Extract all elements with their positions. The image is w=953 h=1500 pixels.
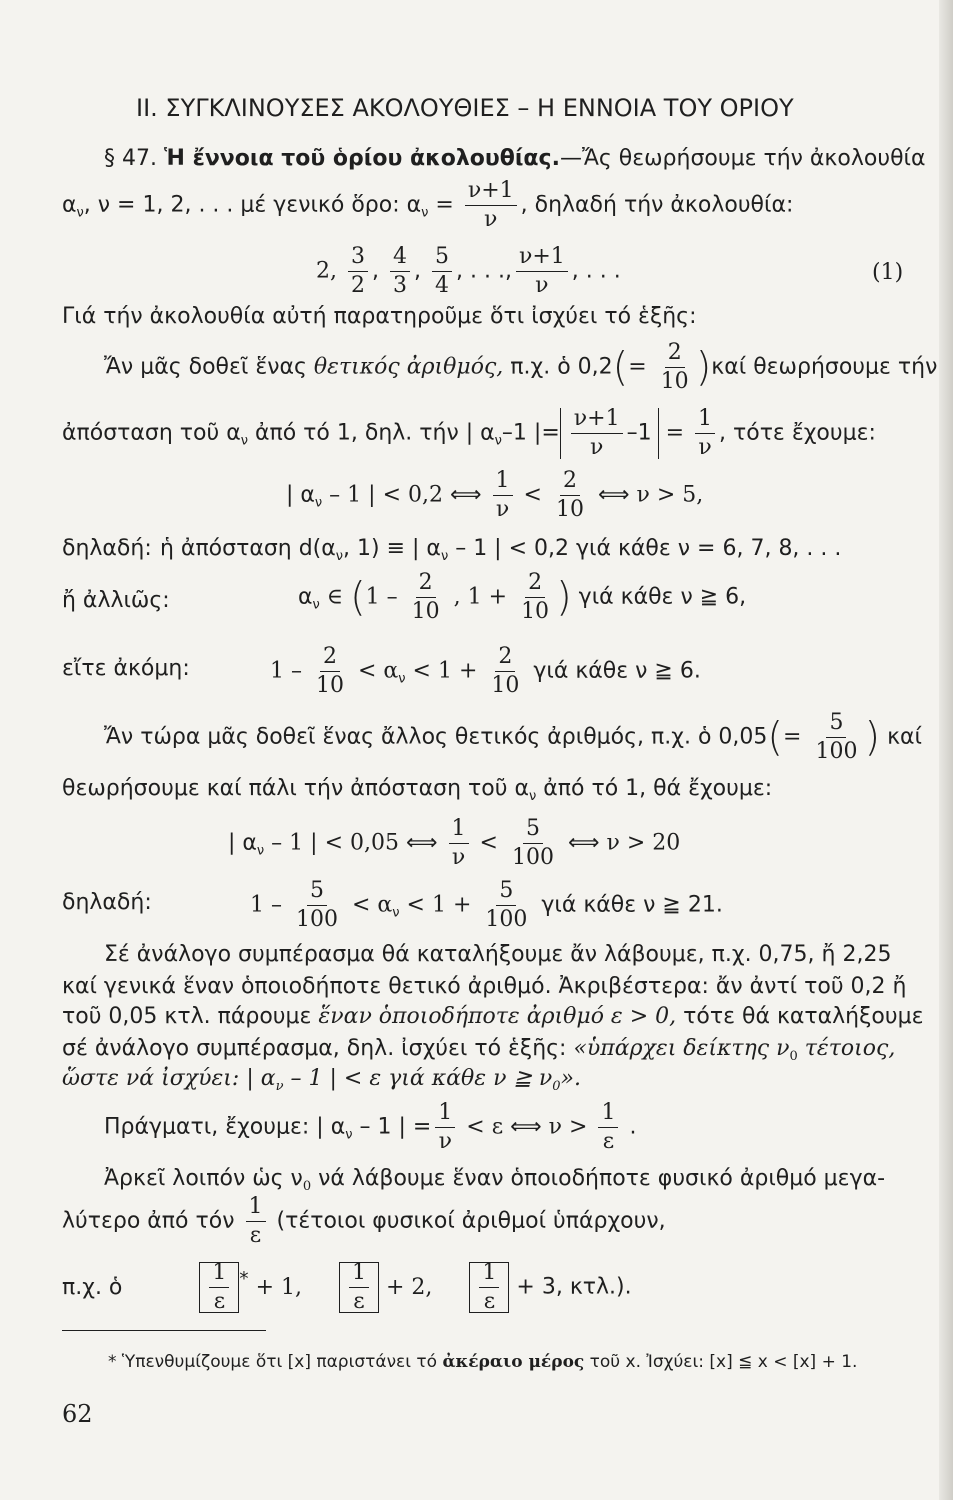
paragraph-7: [104, 1102, 636, 1153]
sequence-definition: [62, 180, 793, 231]
p6d-a: σέ ἀνάλογο συμπέρασμα, δηλ. ἰσχύει τό ἑξῆς:: [62, 1036, 574, 1061]
fraction-denominator: 10: [315, 673, 344, 698]
eq2-c: ν > 5,: [629, 482, 704, 508]
equation-3: [228, 818, 680, 869]
p6d-italic-2: τέτοιος,: [797, 1036, 896, 1061]
p2-fraction: [658, 342, 692, 393]
p7-b: – 1 | =: [352, 1114, 432, 1140]
eite-fraction-1: [313, 646, 347, 697]
alt-one-minus: 1 –: [365, 584, 405, 610]
p2-paren-close: ): [695, 344, 712, 391]
section-intro: —Ἄς θεωρήσουμε τήν ἀκολουθία: [559, 146, 926, 171]
iff-arrow-icon-4: ⟺: [567, 830, 600, 856]
alt-fraction-2: [518, 572, 552, 623]
fraction-numerator: 2: [525, 572, 545, 598]
section-heading-line: [104, 148, 925, 170]
paragraph-8: [104, 1168, 885, 1193]
seq-def-text: , ν = 1, 2, . . . μέ γενικό ὅρο: α: [83, 192, 422, 218]
fraction-numerator: 1: [349, 1262, 369, 1288]
fraction-numerator: 1: [246, 1196, 266, 1222]
fraction-numerator: ν+1: [465, 180, 517, 206]
eq1-tail: , . . .: [571, 258, 621, 284]
p2-text-c: καί θεωρήσουμε τήν: [711, 354, 938, 380]
p7-a: Πράγματι, ἔχουμε: | α: [104, 1114, 346, 1140]
p5-b: ἀπό τό 1, θά ἔχουμε:: [536, 776, 773, 801]
p7-d: ν >: [541, 1114, 595, 1140]
fraction-denominator: 100: [815, 739, 858, 764]
equation-2: [286, 470, 703, 521]
equation-1: 2, $\frac{3}{2}$ , $\frac{4}{3}$ , $\frac{5}{4}$ , . . ., $\frac{\nu+1}{\nu}$ , . . .: [316, 244, 621, 298]
p6e-end: ».: [560, 1066, 581, 1091]
p7-fraction-2: [598, 1102, 618, 1153]
seq-def-right: , δηλαδή τήν ἀκολουθία:: [520, 192, 794, 218]
p6c-b: τότε θά καταλήξουμε: [676, 1004, 924, 1029]
fraction-numerator: 2: [320, 646, 340, 672]
iff-arrow-icon-2: ⟺: [597, 482, 630, 508]
fraction-denominator: ν: [535, 273, 549, 298]
line-eite-label: εἴτε ἀκόμη:: [62, 656, 190, 681]
fraction-numerator: 2: [665, 342, 685, 368]
iff-arrow-icon: ⟺: [449, 482, 482, 508]
fraction-denominator: 10: [411, 599, 440, 624]
equation-label-1: (1): [872, 260, 904, 285]
fraction-numerator: 4: [390, 246, 410, 272]
fraction-numerator: 5: [432, 246, 452, 272]
fraction-numerator: 2: [416, 572, 436, 598]
alt-c: γιά κάθε ν ≧ 6,: [578, 584, 747, 610]
iff-arrow-icon-3: ⟺: [405, 830, 438, 856]
fraction-denominator: 10: [521, 599, 550, 624]
paragraph-6-line-2: καί γενικά ἕναν ὁποιοδήποτε θετικό ἀριθμό. Ἀκριβέστερα: ἄν ἀντί τοῦ 0,2 ἤ: [62, 974, 907, 999]
dil2-fraction-1: [293, 880, 341, 931]
p4-eq: =: [783, 724, 809, 750]
dil2-fraction-2: [482, 880, 530, 931]
fraction-denominator: ν: [589, 435, 604, 460]
line-alt-label: ἤ ἀλλιῶς:: [62, 588, 170, 613]
eq1-fraction-3: [432, 246, 452, 297]
eite-d: γιά κάθε ν ≧ 6.: [526, 658, 701, 684]
seq-alpha-sub: ν: [76, 205, 84, 221]
p7-fraction-1: [435, 1102, 455, 1153]
fraction-denominator: 10: [491, 673, 520, 698]
p7-sub: ν: [345, 1127, 353, 1143]
p7-c: < ε: [459, 1114, 511, 1140]
p10-a: π.χ. ὁ: [62, 1274, 123, 1300]
dil1-c: – 1 | < 0,2 γιά κάθε ν = 6, 7, 8, . . .: [448, 536, 842, 561]
paragraph-6-line-5: [62, 1068, 581, 1093]
line-dilady-2: [250, 880, 723, 931]
p3-abs-fraction: [571, 408, 623, 459]
alt-fraction-1: [409, 572, 443, 623]
eite-sub: ν: [398, 671, 406, 687]
p9-a: λύτερο ἀπό τόν: [62, 1208, 242, 1234]
fraction-numerator: ν+1: [516, 246, 568, 272]
eite-fraction-2: [488, 646, 522, 697]
page-number: 62: [62, 1400, 93, 1428]
p2-text-a: Ἄν μᾶς δοθεῖ ἕνας: [104, 354, 314, 380]
section-number: § 47.: [104, 146, 157, 171]
floor-bracket-3: [469, 1262, 509, 1313]
alt-a: α: [298, 584, 313, 610]
p2-italic: θετικός ἀριθμός,: [313, 354, 504, 380]
p5-a: θεωρήσουμε καί πάλι τήν ἀπόσταση τοῦ α: [62, 776, 529, 801]
fraction-denominator: 4: [435, 273, 449, 298]
eq2-a: | α: [286, 482, 315, 508]
seq-alpha: α: [62, 192, 77, 218]
p4-fraction: [812, 712, 860, 763]
seq-term-sub: ν: [421, 205, 429, 221]
p6e-sub-2: 0: [552, 1079, 561, 1094]
section-heading: Ἡ ἔννοια τοῦ ὁρίου ἀκολουθίας.: [163, 146, 560, 171]
p3-abs-value: [560, 408, 659, 459]
p10-t3: + 3, κτλ.).: [509, 1274, 632, 1300]
fraction-numerator: 5: [496, 880, 516, 906]
p3-fraction: [695, 408, 715, 459]
line-alt: [298, 572, 746, 623]
eq1-dots: , . . .,: [456, 258, 512, 284]
line-dilady-2-label: δηλαδή:: [62, 890, 152, 915]
p6e-sub: ν: [275, 1079, 284, 1094]
footnote-a: * Ὑπενθυμίζουμε ὅτι [x] παριστάνει τό: [108, 1352, 443, 1372]
eite-b: < α: [350, 658, 399, 684]
p3-sub-2: ν: [494, 433, 502, 449]
line-eite: [270, 646, 701, 697]
alt-sub: ν: [312, 597, 320, 613]
paragraph-3: [62, 408, 876, 459]
paragraph-5: [62, 778, 772, 803]
p3-abs-tail: –1: [626, 420, 652, 446]
p3-text-d: , τότε ἔχουμε:: [719, 420, 876, 446]
paragraph-6-line-1: Σέ ἀνάλογο συμπέρασμα θά καταλήξουμε ἄν λάβουμε, π.χ. 0,75, ἤ 2,25: [104, 942, 892, 967]
fraction-denominator: 3: [393, 273, 407, 298]
line-dilady-1-label: δηλαδή:: [62, 536, 152, 561]
eq3-fraction-1: [449, 818, 469, 869]
p6e-italic-2: – 1 | < ε γιά κάθε ν ≧ ν: [283, 1066, 553, 1091]
fraction-denominator: ε: [483, 1289, 496, 1314]
eq3-b: – 1 | < 0,05: [264, 830, 406, 856]
fraction-numerator: 5: [523, 818, 543, 844]
eq2-lt: <: [516, 482, 549, 508]
dil2-b: < α: [344, 892, 393, 918]
eq3-fraction-2: [509, 818, 557, 869]
p10-fraction-2: [349, 1262, 369, 1313]
footnote-rule: [62, 1330, 266, 1331]
p4-b: καί: [887, 724, 922, 750]
eq1-fraction-1: [348, 246, 368, 297]
page-edge: [939, 0, 953, 1500]
fraction-numerator: 1: [598, 1102, 618, 1128]
alt-paren-open: (: [350, 574, 366, 621]
p3-sub: ν: [240, 433, 248, 449]
p3-text-c: –1 |=: [501, 420, 560, 446]
eq3-a: | α: [228, 830, 257, 856]
line-dilady-1: [160, 538, 841, 563]
fraction-denominator: ν: [451, 845, 466, 870]
fraction-numerator: 1: [695, 408, 715, 434]
p10-t2: + 2,: [379, 1274, 433, 1300]
p3-text-b: ἀπό τό 1, δηλ. τήν | α: [247, 420, 495, 446]
fraction-denominator: ε: [602, 1129, 615, 1154]
alt-comma: , 1 +: [446, 584, 515, 610]
fraction-denominator: 10: [555, 497, 584, 522]
p9-b: (τέτοιοι φυσικοί ἀριθμοί ὑπάρχουν,: [269, 1208, 666, 1234]
dil2-c: < 1 +: [399, 892, 479, 918]
p4-paren-open: (: [767, 714, 784, 761]
eq1-fraction-n: [516, 246, 568, 297]
eq2-b: – 1 | < 0,2: [322, 482, 450, 508]
eite-c: < 1 +: [405, 658, 485, 684]
eite-a: 1 –: [270, 658, 309, 684]
p9-fraction: [246, 1196, 266, 1247]
fraction-denominator: ν: [495, 497, 510, 522]
eq3-lt: <: [472, 830, 505, 856]
p3-text-a: ἀπόσταση τοῦ α: [62, 420, 241, 446]
footnote-b: τοῦ x. Ἰσχύει: [x] ≦ x < [x] + 1.: [584, 1352, 858, 1372]
fraction-numerator: 5: [826, 712, 846, 738]
paragraph-6-line-4: [62, 1038, 895, 1063]
p6c-a: τοῦ 0,05 κτλ. πάρουμε: [62, 1004, 319, 1029]
p2-text-b: π.χ. ὁ 0,2: [503, 354, 613, 380]
fraction-numerator: 1: [449, 818, 469, 844]
fraction-denominator: 10: [660, 369, 689, 394]
footnote: [108, 1354, 857, 1371]
fraction-numerator: 2: [495, 646, 515, 672]
p2-eq: =: [628, 354, 654, 380]
floor-bracket-1: [199, 1262, 239, 1313]
footnote-bold: ἀκέραιο μέρος: [442, 1352, 585, 1372]
fraction-denominator: 100: [485, 907, 528, 932]
fraction-numerator: 1: [435, 1102, 455, 1128]
dil2-sub: ν: [392, 905, 400, 921]
p5-sub: ν: [528, 789, 537, 804]
p6c-italic: ἕναν ὁποιοδήποτε ἀριθμό ε > 0,: [318, 1004, 677, 1029]
fraction-denominator: ε: [249, 1223, 262, 1248]
fraction-numerator: 1: [209, 1262, 229, 1288]
fraction-denominator: ν: [698, 435, 712, 460]
dil1-a: ἡ ἀπόσταση d(α: [160, 536, 336, 561]
paragraph-4: [104, 712, 922, 763]
p3-eq: =: [658, 420, 691, 446]
p6d-sub: 0: [789, 1049, 798, 1064]
eq1-fraction-2: [390, 246, 410, 297]
fraction-numerator: 5: [307, 880, 327, 906]
alt-b: ∈: [319, 584, 351, 610]
iff-arrow-icon-5: ⟺: [510, 1114, 542, 1140]
eq1-first-term: 2,: [316, 258, 337, 284]
fraction-denominator: ε: [353, 1289, 365, 1314]
p6e-italic: ὥστε νά ἰσχύει: | α: [62, 1066, 276, 1091]
dil1-sub-2: ν: [440, 549, 449, 564]
fraction-denominator: 100: [295, 907, 338, 932]
p2-paren-open: (: [612, 344, 629, 391]
p10-t1: + 1,: [248, 1274, 302, 1300]
seq-term-fraction: [465, 180, 517, 231]
paragraph-1: Γιά τήν ἀκολουθία αὐτή παρατηροῦμε ὅτι ἰσχύει τό ἑξῆς:: [62, 304, 697, 329]
eq3-sub: ν: [256, 843, 265, 859]
fraction-numerator: 1: [493, 470, 513, 496]
dil2-a: 1 –: [250, 892, 289, 918]
p4-paren-close: ): [864, 714, 881, 761]
fraction-denominator: 2: [351, 273, 365, 298]
eq2-sub: ν: [314, 495, 323, 511]
fraction-numerator: ν+1: [571, 408, 623, 434]
eq2-fraction-1: [493, 470, 513, 521]
dil2-d: γιά κάθε ν ≧ 21.: [534, 892, 723, 918]
dil1-b: , 1) ≡ | α: [343, 536, 441, 561]
paragraph-10: [62, 1262, 632, 1313]
footnote-marker: *: [239, 1269, 249, 1291]
p8-sub: 0: [302, 1179, 312, 1194]
fraction-denominator: ν: [484, 207, 498, 232]
eq2-fraction-2: [553, 470, 587, 521]
fraction-denominator: 100: [511, 845, 554, 870]
fraction-numerator: 2: [560, 470, 580, 496]
paragraph-2: [104, 342, 937, 393]
fraction-denominator: ν: [438, 1129, 452, 1154]
seq-eq: =: [428, 192, 461, 218]
alt-paren-close: ): [556, 574, 572, 621]
floor-bracket-2: [339, 1262, 379, 1313]
fraction-denominator: ε: [213, 1289, 226, 1314]
eq3-c: ν > 20: [599, 830, 681, 856]
dil1-sub: ν: [335, 549, 344, 564]
chapter-title: II. ΣΥΓΚΛΙΝΟΥΣΕΣ ΑΚΟΛΟΥΘΙΕΣ – Η ΕΝΝΟΙΑ ΤΟΥ ΟΡΙΟΥ: [136, 94, 794, 122]
p6d-italic: «ὑπάρχει δείκτης ν: [573, 1036, 790, 1061]
paragraph-9: [62, 1196, 666, 1247]
p10-fraction-1: [209, 1262, 229, 1313]
paragraph-6-line-3: [62, 1006, 923, 1028]
p10-fraction-3: [479, 1262, 499, 1313]
p4-a: Ἄν τώρα μᾶς δοθεῖ ἕνας ἄλλος θετικός ἀριθμός, π.χ. ὁ 0,05: [104, 724, 768, 750]
fraction-numerator: 3: [348, 246, 368, 272]
p8-b: νά λάβουμε ἕναν ὁποιοδήποτε φυσικό ἀριθμό μεγα-: [311, 1166, 886, 1191]
p8-a: Ἀρκεῖ λοιπόν ὡς ν: [104, 1166, 303, 1191]
p7-e: .: [622, 1114, 637, 1140]
fraction-numerator: 1: [479, 1262, 499, 1288]
